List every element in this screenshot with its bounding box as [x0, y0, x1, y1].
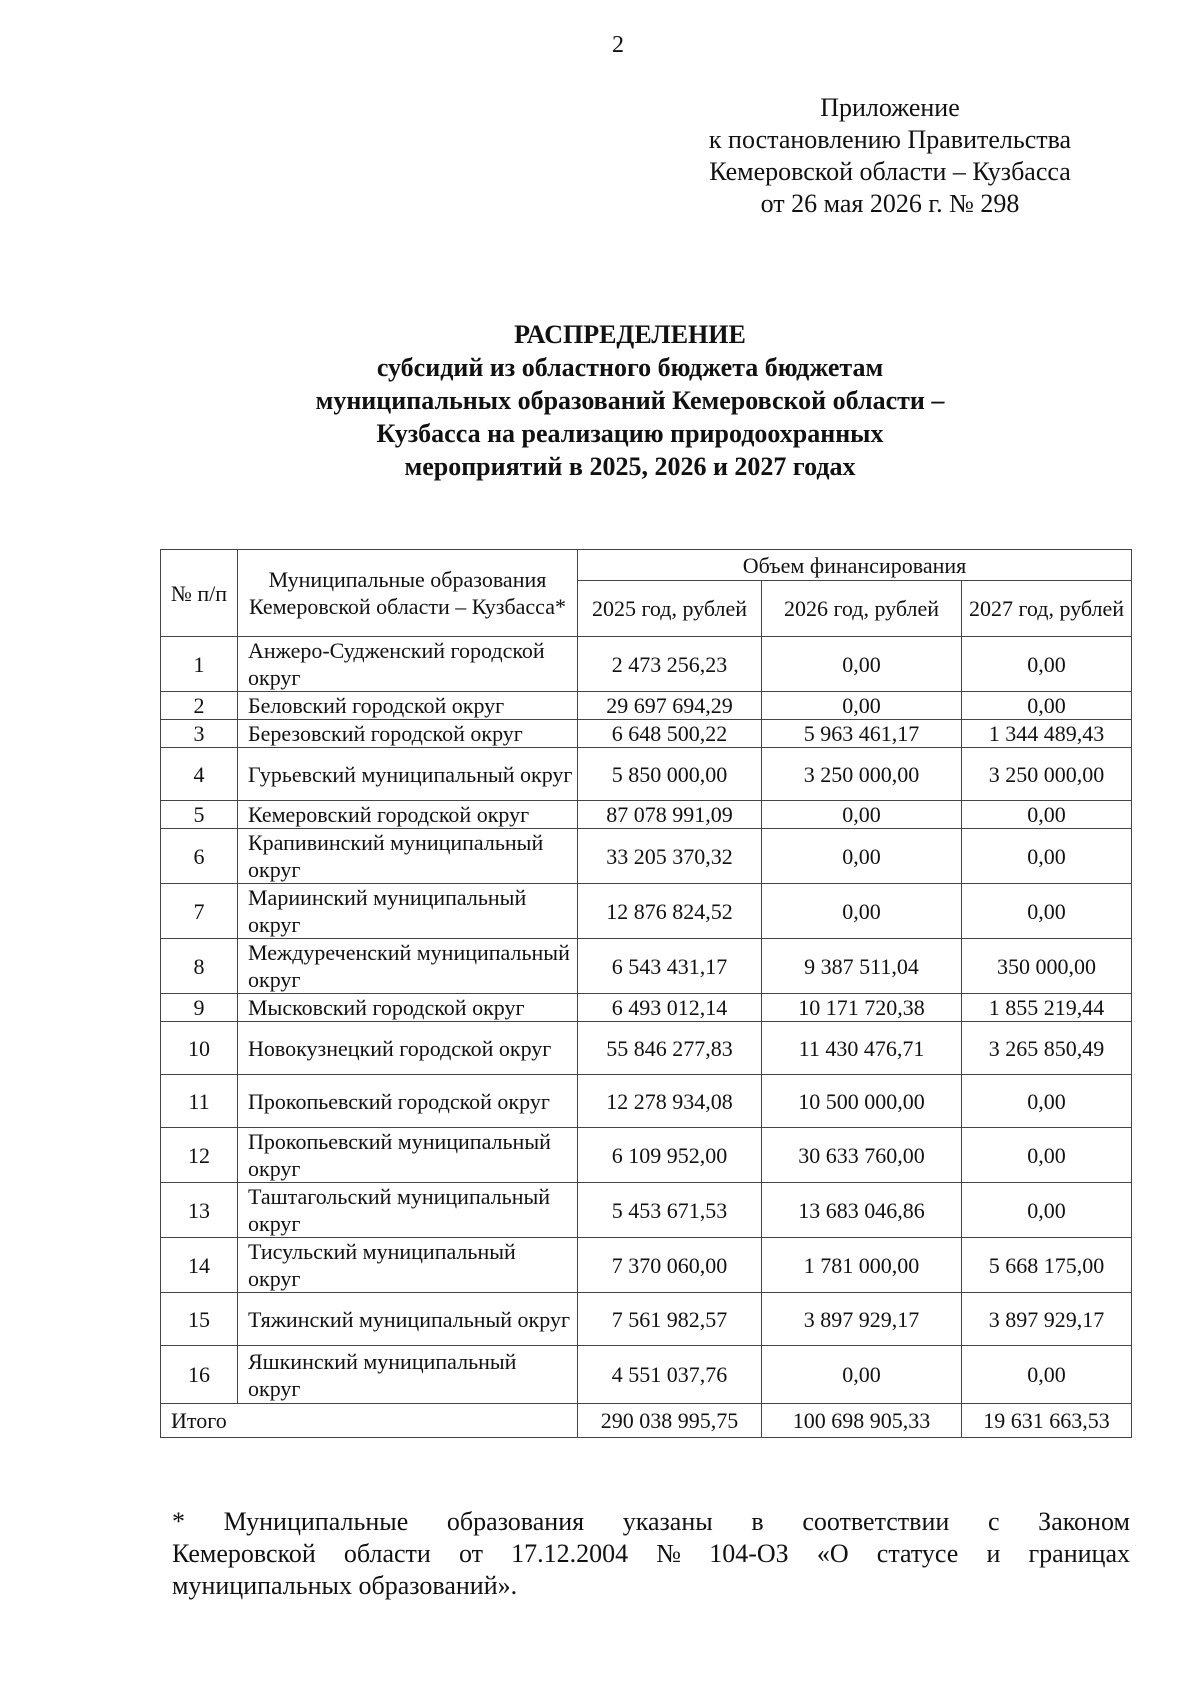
footnote-word: «О — [816, 1539, 849, 1568]
footnote-word: области — [343, 1539, 431, 1568]
row-2026: 3 897 929,17 — [762, 1293, 962, 1346]
total-2027: 19 631 663,53 — [962, 1404, 1132, 1438]
header-municipality: Муниципальные образования Кемеровской области – Кузбасса* — [238, 550, 578, 637]
row-2027: 0,00 — [962, 1075, 1132, 1128]
row-2025: 12 278 934,08 — [578, 1075, 762, 1128]
header-2025: 2025 год, рублей — [578, 581, 762, 637]
header-funding: Объем финансирования — [578, 550, 1132, 581]
appendix-line: Приложение — [820, 93, 960, 122]
table-body — [161, 637, 1132, 1404]
table-row — [161, 1075, 1132, 1128]
total-2025: 290 038 995,75 — [578, 1404, 762, 1438]
row-municipality: Таштагольский муниципальный округ — [238, 1183, 578, 1238]
row-num: 9 — [161, 994, 238, 1022]
document-title — [200, 318, 1060, 483]
row-municipality: Прокопьевский городской округ — [238, 1075, 578, 1128]
footnote-word: 17.12.2004 — [511, 1539, 629, 1568]
footnote-word: Кемеровской — [172, 1539, 316, 1568]
row-num: 1 — [161, 637, 238, 692]
table-row — [161, 1346, 1132, 1404]
footnote-line-2 — [172, 1538, 1130, 1570]
row-2025: 5 453 671,53 — [578, 1183, 762, 1238]
table-row — [161, 1238, 1132, 1293]
table-row — [161, 994, 1132, 1022]
footnote-word: Муниципальные — [223, 1507, 409, 1536]
row-2025: 87 078 991,09 — [578, 801, 762, 829]
page-number: 2 — [612, 32, 624, 58]
row-2025: 2 473 256,23 — [578, 637, 762, 692]
row-2026: 3 250 000,00 — [762, 748, 962, 801]
row-2026: 0,00 — [762, 637, 962, 692]
footnote-word: № — [656, 1539, 682, 1568]
row-municipality: Беловский городской округ — [238, 692, 578, 720]
row-num: 15 — [161, 1293, 238, 1346]
row-2027: 0,00 — [962, 692, 1132, 720]
row-num: 7 — [161, 884, 238, 939]
row-num: 8 — [161, 939, 238, 994]
row-municipality: Мариинский муниципальный округ — [238, 884, 578, 939]
row-2025: 6 543 431,17 — [578, 939, 762, 994]
row-num: 14 — [161, 1238, 238, 1293]
row-2026: 0,00 — [762, 801, 962, 829]
row-2027: 0,00 — [962, 801, 1132, 829]
table-row — [161, 1293, 1132, 1346]
table-row — [161, 1183, 1132, 1238]
row-2025: 33 205 370,32 — [578, 829, 762, 884]
footnote-word: * — [172, 1507, 185, 1536]
row-num: 2 — [161, 692, 238, 720]
row-num: 10 — [161, 1022, 238, 1075]
row-municipality: Тисульский муниципальный округ — [238, 1238, 578, 1293]
row-num: 16 — [161, 1346, 238, 1404]
footnote-word: и — [986, 1539, 1001, 1568]
row-2026: 5 963 461,17 — [762, 720, 962, 748]
row-municipality: Мысковский городской округ — [238, 994, 578, 1022]
header-2026: 2026 год, рублей — [762, 581, 962, 637]
table-row — [161, 637, 1132, 692]
row-2026: 13 683 046,86 — [762, 1183, 962, 1238]
row-num: 11 — [161, 1075, 238, 1128]
title-line: субсидий из областного бюджета бюджетам — [376, 353, 884, 382]
row-2025: 4 551 037,76 — [578, 1346, 762, 1404]
table-row — [161, 884, 1132, 939]
footnote-word: образования — [446, 1507, 585, 1536]
row-2025: 6 648 500,22 — [578, 720, 762, 748]
footnote-word: с — [987, 1507, 1000, 1536]
row-municipality: Березовский городской округ — [238, 720, 578, 748]
row-2027: 3 265 850,49 — [962, 1022, 1132, 1075]
appendix-block — [660, 92, 1120, 220]
row-2027: 0,00 — [962, 1183, 1132, 1238]
row-num: 12 — [161, 1128, 238, 1183]
row-2025: 7 561 982,57 — [578, 1293, 762, 1346]
footnote-line-3: муниципальных образований». — [172, 1571, 518, 1600]
row-2025: 12 876 824,52 — [578, 884, 762, 939]
table-row — [161, 720, 1132, 748]
row-2025: 55 846 277,83 — [578, 1022, 762, 1075]
row-2027: 3 250 000,00 — [962, 748, 1132, 801]
row-2026: 9 387 511,04 — [762, 939, 962, 994]
row-num: 3 — [161, 720, 238, 748]
table-row — [161, 748, 1132, 801]
row-2026: 10 171 720,38 — [762, 994, 962, 1022]
row-2025: 5 850 000,00 — [578, 748, 762, 801]
row-2026: 0,00 — [762, 692, 962, 720]
row-2026: 0,00 — [762, 829, 962, 884]
row-2027: 3 897 929,17 — [962, 1293, 1132, 1346]
row-2027: 0,00 — [962, 1346, 1132, 1404]
row-num: 6 — [161, 829, 238, 884]
appendix-line: к постановлению Правительства — [708, 125, 1072, 154]
row-2027: 350 000,00 — [962, 939, 1132, 994]
total-label: Итого — [161, 1404, 578, 1438]
appendix-line: Кемеровской области – Кузбасса — [709, 157, 1071, 186]
row-municipality: Кемеровский городской округ — [238, 801, 578, 829]
distribution-table — [160, 549, 1132, 1438]
footnote-word: указаны — [622, 1507, 713, 1536]
footnote-word: статусе — [876, 1539, 959, 1568]
row-municipality: Гурьевский муниципальный округ — [238, 748, 578, 801]
table-row — [161, 801, 1132, 829]
header-num: № п/п — [161, 550, 238, 637]
title-line: РАСПРЕДЕЛЕНИЕ — [514, 320, 746, 349]
footnote-word: Законом — [1038, 1507, 1130, 1536]
row-municipality: Прокопьевский муниципальный округ — [238, 1128, 578, 1183]
header-2027: 2027 год, рублей — [962, 581, 1132, 637]
footnote — [172, 1506, 1130, 1602]
footnote-line-1 — [172, 1506, 1130, 1538]
row-municipality: Крапивинский муниципальный округ — [238, 829, 578, 884]
row-2026: 30 633 760,00 — [762, 1128, 962, 1183]
table-row — [161, 829, 1132, 884]
row-2027: 0,00 — [962, 637, 1132, 692]
row-municipality: Междуреченский муниципальный округ — [238, 939, 578, 994]
title-line: муниципальных образований Кемеровской области – — [315, 386, 945, 415]
table-row — [161, 692, 1132, 720]
row-2026: 10 500 000,00 — [762, 1075, 962, 1128]
row-municipality: Новокузнецкий городской округ — [238, 1022, 578, 1075]
row-2026: 1 781 000,00 — [762, 1238, 962, 1293]
row-2027: 1 344 489,43 — [962, 720, 1132, 748]
row-num: 4 — [161, 748, 238, 801]
row-2027: 0,00 — [962, 829, 1132, 884]
table-row — [161, 1128, 1132, 1183]
row-2026: 0,00 — [762, 1346, 962, 1404]
row-municipality: Анжеро-Судженский городской округ — [238, 637, 578, 692]
row-2026: 11 430 476,71 — [762, 1022, 962, 1075]
total-row — [161, 1404, 1132, 1438]
row-2027: 5 668 175,00 — [962, 1238, 1132, 1293]
row-2027: 0,00 — [962, 884, 1132, 939]
row-2025: 7 370 060,00 — [578, 1238, 762, 1293]
title-line: мероприятий в 2025, 2026 и 2027 годах — [404, 452, 856, 481]
footnote-word: от — [458, 1539, 484, 1568]
row-2025: 29 697 694,29 — [578, 692, 762, 720]
table-row — [161, 939, 1132, 994]
appendix-line: от 26 мая 2026 г. № 298 — [760, 189, 1020, 218]
row-2027: 1 855 219,44 — [962, 994, 1132, 1022]
row-num: 13 — [161, 1183, 238, 1238]
footnote-word: соответствии — [802, 1507, 950, 1536]
row-municipality: Яшкинский муниципальный округ — [238, 1346, 578, 1404]
row-num: 5 — [161, 801, 238, 829]
total-2026: 100 698 905,33 — [762, 1404, 962, 1438]
row-2026: 0,00 — [762, 884, 962, 939]
row-2027: 0,00 — [962, 1128, 1132, 1183]
footnote-word: в — [751, 1507, 764, 1536]
row-2025: 6 109 952,00 — [578, 1128, 762, 1183]
title-line: Кузбасса на реализацию природоохранных — [376, 419, 884, 448]
footnote-word: 104-ОЗ — [709, 1539, 789, 1568]
row-municipality: Тяжинский муниципальный округ — [238, 1293, 578, 1346]
footnote-word: границах — [1028, 1539, 1130, 1568]
row-2025: 6 493 012,14 — [578, 994, 762, 1022]
table-row — [161, 1022, 1132, 1075]
